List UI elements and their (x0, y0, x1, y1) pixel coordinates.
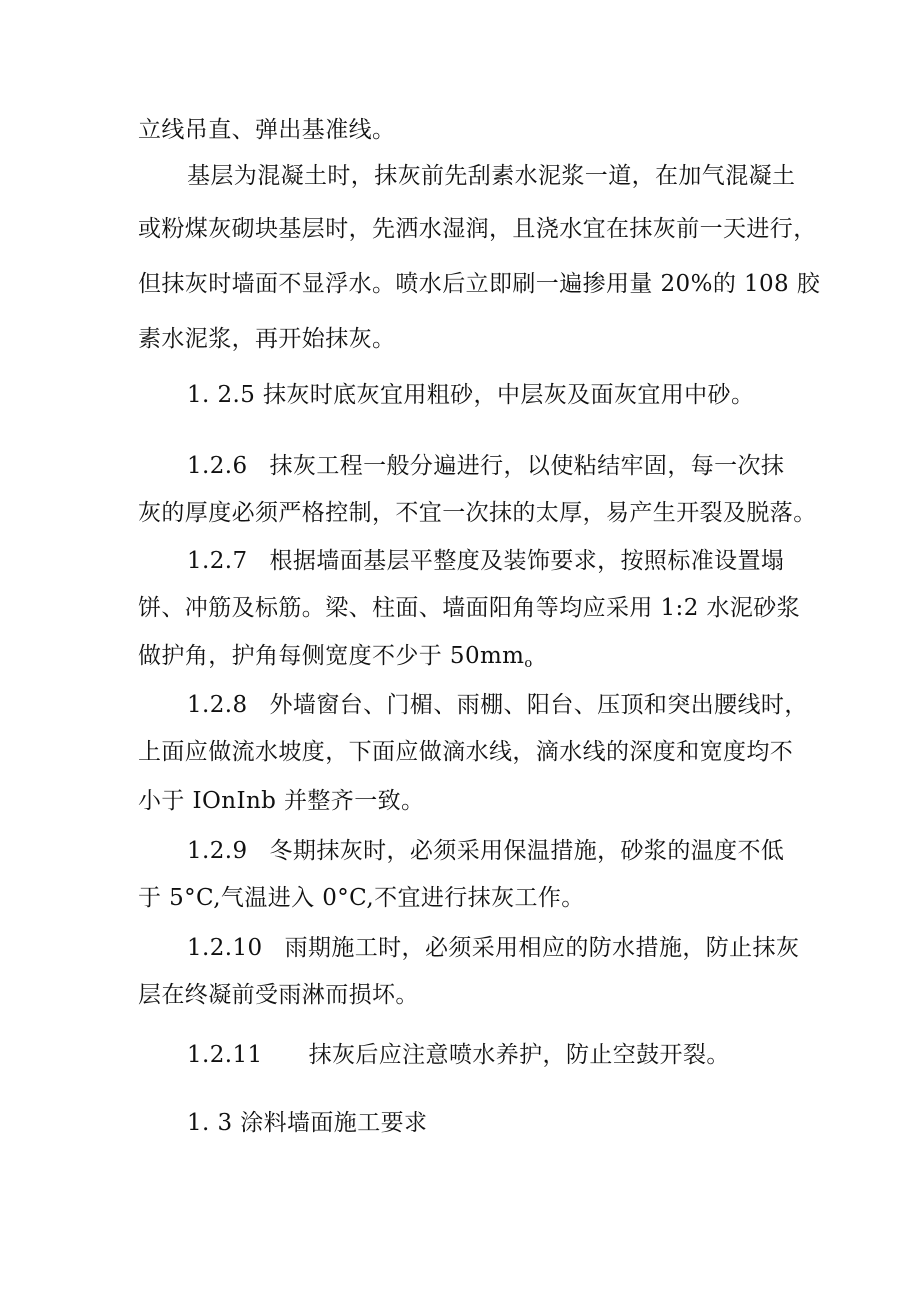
clause-text: 冬期抹灰时，必须采用保温措施，砂浆的温度不低 (269, 838, 785, 864)
text-line: 立线吊直、弹出基准线。 (138, 117, 396, 143)
clause-number: 1.2.9 (187, 838, 248, 864)
numbered-line (187, 451, 784, 481)
section-heading: 1. 3 涂料墙面施工要求 (187, 1110, 428, 1136)
numbered-line (187, 546, 784, 576)
subscript-mark: o (524, 656, 533, 671)
clause-number: 1.2.7 (187, 548, 248, 574)
text-line: 上面应做流水坡度，下面应做滴水线，滴水线的深度和宽度均不 (138, 739, 794, 765)
text-line: 层在终凝前受雨淋而损坏。 (138, 982, 419, 1008)
text-line: 灰的厚度必须严格控制，不宜一次抹的太厚，易产生开裂及脱落。 (138, 500, 817, 526)
text-line (138, 641, 533, 679)
text-line: 或粉煤灰砌块基层时，先洒水湿润，且浇水宜在抹灰前一天进行， (138, 216, 817, 242)
clause-text: 外墙窗台、门楣、雨棚、阳台、压顶和突出腰线时， (269, 692, 808, 718)
text-line: 于 5°C,气温进入 0°C,不宜进行抹灰工作。 (138, 885, 585, 911)
text-line: 小于 IOnInb 并整齐一致。 (138, 788, 425, 814)
clause-number: 1.2.8 (187, 692, 248, 718)
text-line: 1. 2.5 抹灰时底灰宜用粗砂，中层灰及面灰宜用中砂。 (187, 382, 755, 408)
text-line: 基层为混凝土时，抹灰前先刮素水泥浆一道，在加气混凝土 (187, 163, 796, 189)
numbered-line (187, 1040, 730, 1070)
clause-number: 1.2.10 (187, 935, 263, 961)
numbered-line (187, 836, 784, 866)
clause-text: 抹灰后应注意喷水养护，防止空鼓开裂。 (308, 1042, 730, 1068)
numbered-line (187, 690, 808, 720)
text-line: 饼、冲筋及标筋。梁、柱面、墙面阳角等均应采用 1:2 水泥砂浆 (138, 595, 801, 621)
clause-text: 根据墙面基层平整度及装饰要求，按照标准设置塌 (269, 548, 785, 574)
text-line: 但抹灰时墙面不显浮水。喷水后立即刷一遍掺用量 20%的 108 胶 (138, 271, 821, 297)
clause-text: 做护角，护角每侧宽度不少于 50mm (138, 643, 525, 669)
numbered-line (187, 933, 799, 963)
clause-text: 雨期施工时，必须采用相应的防水措施，防止抹灰 (284, 935, 800, 961)
clause-number: 1.2.11 (187, 1042, 263, 1068)
clause-number: 1.2.6 (187, 453, 248, 479)
text-line: 素水泥浆，再开始抹灰。 (138, 326, 396, 352)
clause-text: 抹灰工程一般分遍进行，以使粘结牢固，每一次抹 (269, 453, 785, 479)
